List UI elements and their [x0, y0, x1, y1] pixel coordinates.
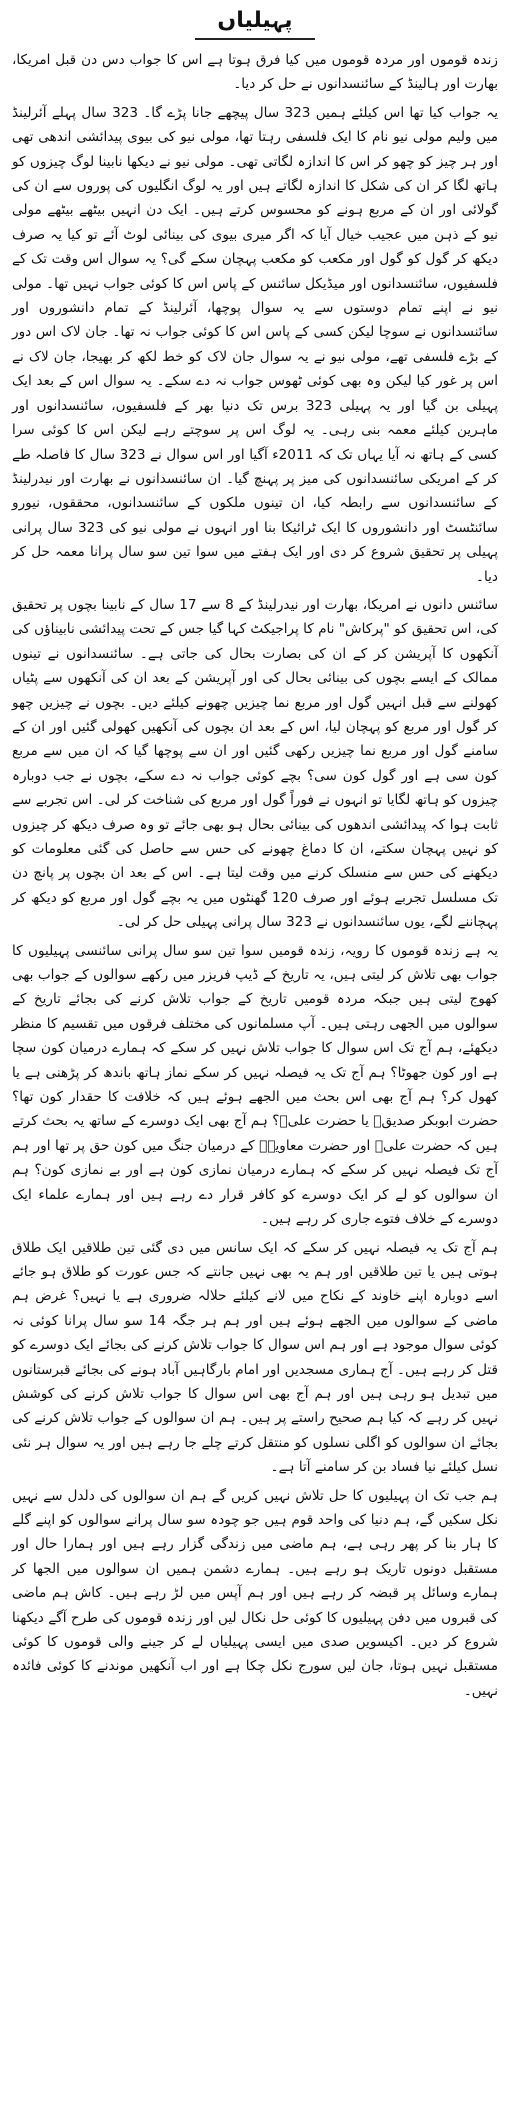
paragraph-2: یہ جواب کیا تھا اس کیلئے ہمیں 323 سال پیچھے جانا پڑے گا۔ 323 سال پہلے آئرلینڈ میں ولیم مولی نیو نام کا ایک فلسفی رہتا تھا، مولی نیو کی بیوی پیدائشی اندھی تھی اور ہر چیز کو چھو کر اس کا اندازہ لگاتی تھی۔ مولی نیو نے دیکھا نابینا لوگ چیزوں کو ہاتھ لگا کر ان کی شکل کا اندازہ لگاتے ہیں اور یہ لوگ انگلیوں کی پوروں سے ان کی گولائی اور ان کے مربع ہونے کو محسوس کرتے ہیں۔ ایک دن انہیں بیٹھے بیٹھے مولی نیو کے ذہن میں عجیب خیال آیا کہ اگر میری بیوی کی بینائی لوٹ آئے تو کیا یہ صرف دیکھ کر گول کو گول اور مکعب کو مکعب پہچان سکے گی؟ یہ سوال اس وقت تک کے فلسفیوں، سائنسدانوں اور میڈیکل سائنس کے پاس اس کا کوئی جواب نہیں تھا۔ مولی نیو نے اپنے تمام دوستوں سے یہ سوال پوچھا، آئرلینڈ کے تمام دانشوروں اور سائنسدانوں نے سوچا لیکن کسی کے پاس اس کا کوئی جواب نہ تھا۔ جان لاک اس دور کے بڑے فلسفی تھے، مولی نیو نے یہ سوال جان لاک کو خط لکھ کر بھیجا، جان لاک نے اس پر غور کیا لیکن وہ بھی کوئی ٹھوس جواب نہ دے سکے۔ یہ سوال اس کے بعد ایک پہیلی بن گیا اور یہ پہیلی 323 برس تک دنیا بھر کے فلسفیوں، سائنسدانوں اور ماہرین کیلئے معمہ بنی رہی۔ یہ لوگ اس پر سوچتے رہے لیکن اس کا کوئی سرا کسی کے ہاتھ نہ آیا یہاں تک کہ 2011ء آگیا اور اس سوال نے 323 سال کا فاصلہ طے کر کے امریکی سائنسدانوں کی میز پر پہنچ گیا۔ ان سائنسدانوں نے بھارت اور نیدرلینڈ کے سائنسدانوں سے رابطہ کیا، ان تینوں ملکوں کے سائنسدانوں، محققوں، نیورو سائنٹسٹ اور دانشوروں کا ایک ٹرائیکا بنا اور انہوں نے مولی نیو کی 323 سال پرانی پہیلی پر تحقیق شروع کر دی اور ایک ہفتے میں سوا تین سو سال پرانا معمہ حل کر دیا۔	[12, 104, 498, 585]
paragraph-6: ہم جب تک ان پہیلیوں کا حل تلاش نہیں کریں گے ہم ان سوالوں کی دلدل سے نہیں نکل سکیں گے، ہم دنیا کی واحد قوم ہیں جو چودہ سو سال پرانے سوالوں کو اپنے گلے کا ہار بنا کر پھر رہی ہے، ہم ماضی میں زندگی گزار رہے ہیں اور ہمارا حال اور مستقبل دونوں تاریک ہو رہے ہیں۔ ہمارے دشمن ہمیں ان سوالوں میں الجھا کر ہمارے وسائل پر قبضہ کر رہے ہیں اور ہم آپس میں لڑ رہے ہیں۔ کاش ہم ماضی کی قبروں میں دفن پہیلیوں کا کوئی حل نکال لیں اور زندہ قوموں کی طرح آگے دیکھنا شروع کر دیں۔ اکیسویں صدی میں ایسی پہیلیاں لے کر جینے والی قوموں کا کوئی مستقبل نہیں ہوتا، جان لیں سورج نکل چکا ہے اور اب آنکھیں موندنے کا کوئی فائدہ نہیں۔	[12, 1487, 498, 1699]
paragraph-1: زندہ قوموں اور مردہ قوموں میں کیا فرق ہوتا ہے اس کا جواب دس دن قبل امریکا، بھارت اور ہالینڈ کے سائنسدانوں نے حل کر دیا۔	[12, 52, 498, 93]
title-underline	[195, 38, 315, 40]
article-body	[12, 48, 498, 1703]
article-title: پہیلیاں	[217, 8, 293, 33]
paragraph-5: ہم آج تک یہ فیصلہ نہیں کر سکے کہ ایک سانس میں دی گئی تین طلاقیں ایک طلاق ہوتی ہیں یا تین طلاقیں اور ہم یہ بھی نہیں جانتے کہ جس عورت کو طلاق ہو جائے اسے دوبارہ اپنے خاوند کے نکاح میں لانے کیلئے حلالہ ضروری ہے یا نہیں؟ غرض ہم ماضی کے سوالوں میں الجھے ہوئے ہیں اور ہم ہر جگہ 14 سو سال پرانا کوئی نہ کوئی سوال موجود ہے اور ہم اس سوال کا جواب تلاش کرنے کی بجائے ایک دوسرے کو قتل کر رہے ہیں۔ آج ہماری مسجدیں اور امام بارگاہیں آباد ہونے کی بجائے قبرستانوں میں تبدیل ہو رہی ہیں اور ہم آج بھی اس سوال کا جواب تلاش کرنے کی کوشش نہیں کر رہے کہ کیا ہم صحیح راستے پر ہیں۔ ہم ان سوالوں کے جواب تلاش کرنے کی بجائے ان سوالوں کو اگلی نسلوں کو منتقل کرتے چلے جا رہے ہیں اور یہ سوال ہر نئی نسل کیلئے نیا فساد بن کر سامنے آتا ہے۔	[12, 1239, 498, 1476]
paragraph-3: سائنس دانوں نے امریکا، بھارت اور نیدرلینڈ کے 8 سے 17 سال کے نابینا بچوں پر تحقیق کی، اس تحقیق کو "پرکاش" نام کا پراجیکٹ کہا گیا جس کے تحت پیدائشی نابیناؤں کی آنکھوں کا آپریشن کر کے ان کی بصارت بحال کی جاتی ہے۔ سائنسدانوں نے تینوں ممالک کے ایسے بچوں کی بینائی بحال کی اور آپریشن کے بعد ان کی آنکھوں سے پٹیاں کھولنے سے قبل انہیں گول اور مربع نما چیزیں چھونے کیلئے دیں۔ بچوں نے چیزیں چھو کر گول اور مربع کو پہچان لیا، اس کے بعد ان بچوں کی آنکھیں کھولی گئیں اور ان کے سامنے گول اور مربع نما چیزیں رکھی گئیں اور ان سے پوچھا گیا کہ ان میں سے مربع کون سی ہے اور گول کون سی؟ بچے کوئی جواب نہ دے سکے، بچوں نے جب دوبارہ چیزوں کو ہاتھ لگایا تو انہوں نے فوراً گول اور مربع کی شناخت کر لی۔ اس تجربے سے ثابت ہوا کہ پیدائشی اندھوں کی بینائی بحال ہو بھی جائے تو وہ صرف دیکھ کر چیزوں کو نہیں پہچان سکتے، ان کا دماغ چھونے کی حس سے حاصل کی گئی معلومات کو دیکھنے کی حس سے منسلک کرنے میں وقت لیتا ہے۔ اس کے بعد ان بچوں پر پانچ دن تک مسلسل تجربے ہوئے اور صرف 120 گھنٹوں میں یہ بچے گول اور مربع کو دیکھ کر پہچاننے لگے، یوں سائنسدانوں نے 323 سال پرانی پہیلی حل کر لی۔	[12, 596, 499, 931]
paragraph-4: یہ ہے زندہ قوموں کا رویہ، زندہ قومیں سوا تین سو سال پرانی سائنسی پہیلیوں کا جواب بھی تلاش کر لیتی ہیں، یہ تاریخ کے ڈیپ فریزر میں رکھے سوالوں کے جواب بھی کھوج لیتی ہیں جبکہ مردہ قومیں تاریخ کے جواب تلاش کرنے کی بجائے تاریخ کے سوالوں میں الجھی رہتی ہیں۔ آپ مسلمانوں کی مختلف فرقوں میں تقسیم کا منظر دیکھئے، ہم آج تک اس سوال کا جواب تلاش نہیں کر سکے کہ ہمارے درمیان کون سچا ہے اور کون جھوٹا؟ ہم آج تک یہ فیصلہ نہیں کر سکے نماز ہاتھ باندھ کر پڑھنی ہے یا کھول کر؟ ہم آج بھی اس بحث میں الجھے ہوئے ہیں کہ خلافت کا حقدار کون تھا؟ حضرت ابوبکر صدیقؓ یا حضرت علیؓ؟ ہم آج بھی ایک دوسرے کے ساتھ یہ بحث کرتے ہیں کہ حضرت علیؓ اور حضرت معاویہؓ کے درمیان جنگ میں کون حق پر تھا اور ہم آج تک فیصلہ نہیں کر سکے کہ ہمارے درمیان نمازی کون ہے اور بے نمازی کون؟ ہم ان سوالوں کو لے کر ایک دوسرے کو کافر قرار دے رہے ہیں اور ہمارے علماء ایک دوسرے کے خلاف فتوے جاری کر رہے ہیں۔	[12, 942, 498, 1228]
